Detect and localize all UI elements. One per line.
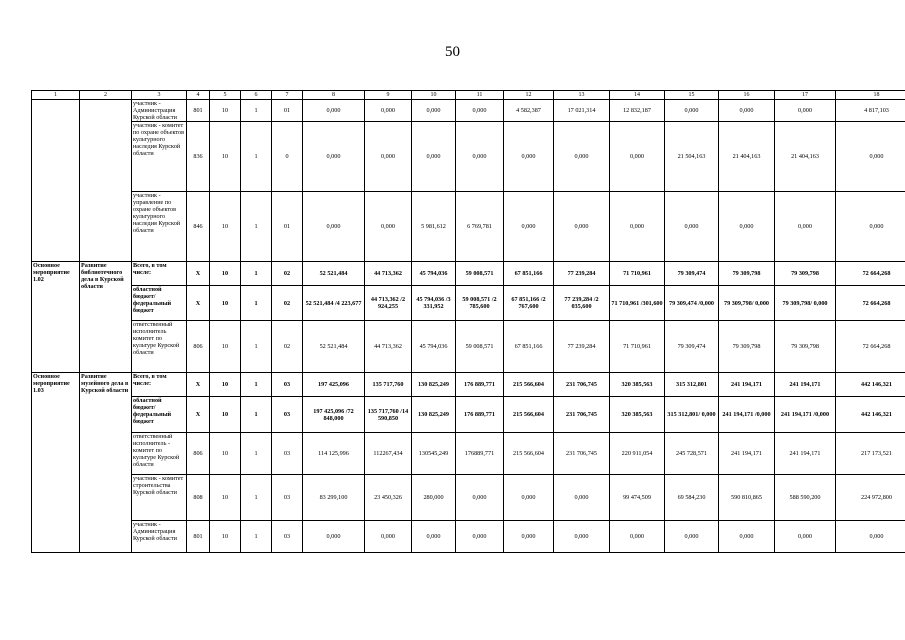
value-cell: 0,000 xyxy=(412,122,456,192)
table-row xyxy=(32,397,905,433)
value-cell: 0,000 xyxy=(365,521,412,553)
participant-cell: участник - комитет строительства Курской области xyxy=(132,475,187,521)
value-cell: 0,000 xyxy=(303,122,365,192)
value-cell: 130545,249 xyxy=(412,433,456,475)
item-cell: 03 xyxy=(272,373,303,397)
value-cell: 21 504,163 xyxy=(665,122,719,192)
participant-cell: участник - комитет по охране объектов культурного наследия Курской области xyxy=(132,122,187,192)
code-cell: 806 xyxy=(187,433,210,475)
value-cell: 0,000 xyxy=(365,122,412,192)
value-cell: 135 717,760 xyxy=(365,373,412,397)
value-cell: 67 851,166 xyxy=(504,262,554,286)
section-cell: 10 xyxy=(210,397,241,433)
value-cell: 77 239,284 xyxy=(554,262,610,286)
value-cell: 79 309,798 xyxy=(719,262,775,286)
value-cell: 0,000 xyxy=(365,192,412,262)
participant-cell: Всего, в том числе: xyxy=(132,262,187,286)
event-cell: Основное мероприятие 1.03 xyxy=(32,373,80,553)
value-cell: 0,000 xyxy=(665,100,719,122)
value-cell: 79 309,474 /0,000 xyxy=(665,286,719,321)
value-cell: 241 194,171 xyxy=(775,433,836,475)
value-cell: 176 889,771 xyxy=(456,397,504,433)
event-name-cell: Развитие музейного дела в Курской области xyxy=(80,373,132,553)
value-cell: 44 713,362 xyxy=(365,262,412,286)
event-cell xyxy=(32,100,80,262)
value-cell: 0,000 xyxy=(554,521,610,553)
section-cell: 10 xyxy=(210,433,241,475)
participant-cell: участник - управление по охране объектов культурного наследия Курской области xyxy=(132,192,187,262)
value-cell: 71 710,961 xyxy=(610,262,665,286)
participant-cell: ответственный исполнитель - комитет по культуре Курской области xyxy=(132,433,187,475)
table-row xyxy=(32,192,905,262)
table-row xyxy=(32,100,905,122)
value-cell: 69 584,230 xyxy=(665,475,719,521)
page-number: 50 xyxy=(445,44,460,60)
value-cell: 0,000 xyxy=(665,192,719,262)
column-header-18: 18 xyxy=(836,91,905,100)
value-cell: 45 794,036 /3 331,952 xyxy=(412,286,456,321)
value-cell: 44 713,362 /2 924,255 xyxy=(365,286,412,321)
value-cell: 79 309,798 xyxy=(775,321,836,373)
value-cell: 59 008,571 xyxy=(456,262,504,286)
value-cell: 220 911,054 xyxy=(610,433,665,475)
value-cell: 72 664,268 xyxy=(836,262,905,286)
value-cell: 0,000 xyxy=(412,100,456,122)
section-cell: 10 xyxy=(210,521,241,553)
value-cell: 79 309,798 xyxy=(775,262,836,286)
code-cell: 801 xyxy=(187,100,210,122)
column-header-8: 8 xyxy=(303,91,365,100)
value-cell: 0,000 xyxy=(554,475,610,521)
participant-cell: областной бюджет/ федеральный бюджет xyxy=(132,397,187,433)
section-cell: 10 xyxy=(210,475,241,521)
value-cell: 0,000 xyxy=(610,122,665,192)
value-cell: 0,000 xyxy=(554,122,610,192)
value-cell: 77 239,284 xyxy=(554,321,610,373)
column-header-7: 7 xyxy=(272,91,303,100)
value-cell: 4 582,387 xyxy=(504,100,554,122)
value-cell: 0,000 xyxy=(303,192,365,262)
value-cell: 215 566,604 xyxy=(504,433,554,475)
item-cell: 0 xyxy=(272,122,303,192)
value-cell: 0,000 xyxy=(836,122,905,192)
section-cell: 10 xyxy=(210,122,241,192)
value-cell: 0,000 xyxy=(775,521,836,553)
column-header-11: 11 xyxy=(456,91,504,100)
value-cell: 176 889,771 xyxy=(456,373,504,397)
value-cell: 320 385,563 xyxy=(610,397,665,433)
subsection-cell: 1 xyxy=(241,373,272,397)
value-cell: 130 825,249 xyxy=(412,397,456,433)
item-cell: 02 xyxy=(272,262,303,286)
item-cell: 03 xyxy=(272,397,303,433)
column-header-3: 3 xyxy=(132,91,187,100)
code-cell: X xyxy=(187,286,210,321)
value-cell: 45 794,036 xyxy=(412,321,456,373)
value-cell: 0,000 xyxy=(456,100,504,122)
code-cell: X xyxy=(187,373,210,397)
subsection-cell: 1 xyxy=(241,521,272,553)
code-cell: 801 xyxy=(187,521,210,553)
value-cell: 44 713,362 xyxy=(365,321,412,373)
subsection-cell: 1 xyxy=(241,122,272,192)
section-cell: 10 xyxy=(210,321,241,373)
value-cell: 0,000 xyxy=(456,475,504,521)
value-cell: 45 794,036 xyxy=(412,262,456,286)
value-cell: 4 817,103 xyxy=(836,100,905,122)
value-cell: 67 851,166 /2 767,600 xyxy=(504,286,554,321)
column-header-2: 2 xyxy=(80,91,132,100)
value-cell: 59 008,571 /2 785,600 xyxy=(456,286,504,321)
participant-cell: Всего, в том числе: xyxy=(132,373,187,397)
table-row xyxy=(32,373,905,397)
table-row xyxy=(32,286,905,321)
column-header-1: 1 xyxy=(32,91,80,100)
section-cell: 10 xyxy=(210,262,241,286)
participant-cell: участник - Администрация Курской области xyxy=(132,100,187,122)
value-cell: 71 710,961 /301,600 xyxy=(610,286,665,321)
value-cell: 241 194,171 xyxy=(719,373,775,397)
subsection-cell: 1 xyxy=(241,192,272,262)
value-cell: 72 664,268 xyxy=(836,286,905,321)
column-header-16: 16 xyxy=(719,91,775,100)
value-cell: 5 981,612 xyxy=(412,192,456,262)
value-cell: 112267,434 xyxy=(365,433,412,475)
value-cell: 99 474,509 xyxy=(610,475,665,521)
column-header-13: 13 xyxy=(554,91,610,100)
value-cell: 79 309,474 xyxy=(665,262,719,286)
budget-table xyxy=(31,90,905,553)
value-cell: 0,000 xyxy=(665,521,719,553)
value-cell: 21 404,163 xyxy=(775,122,836,192)
column-header-6: 6 xyxy=(241,91,272,100)
value-cell: 0,000 xyxy=(775,192,836,262)
value-cell: 245 728,571 xyxy=(665,433,719,475)
code-cell: X xyxy=(187,397,210,433)
value-cell: 79 309,798 xyxy=(719,321,775,373)
value-cell: 83 299,100 xyxy=(303,475,365,521)
value-cell: 176889,771 xyxy=(456,433,504,475)
column-header-14: 14 xyxy=(610,91,665,100)
column-header-10: 10 xyxy=(412,91,456,100)
value-cell: 197 425,096 xyxy=(303,373,365,397)
code-cell: 808 xyxy=(187,475,210,521)
value-cell: 280,000 xyxy=(412,475,456,521)
table-row xyxy=(32,433,905,475)
item-cell: 03 xyxy=(272,475,303,521)
value-cell: 315 312,801/ 0,000 xyxy=(665,397,719,433)
value-cell: 0,000 xyxy=(719,192,775,262)
value-cell: 0,000 xyxy=(303,100,365,122)
value-cell: 0,000 xyxy=(610,192,665,262)
event-name-cell: Развитие библиотечного дела в Курской области xyxy=(80,262,132,373)
value-cell: 0,000 xyxy=(554,192,610,262)
value-cell: 0,000 xyxy=(456,521,504,553)
event-cell: Основное мероприятие 1.02 xyxy=(32,262,80,373)
value-cell: 320 385,563 xyxy=(610,373,665,397)
subsection-cell: 1 xyxy=(241,262,272,286)
value-cell: 217 173,521 xyxy=(836,433,905,475)
budget-table-container xyxy=(31,90,892,553)
value-cell: 241 194,171 xyxy=(719,433,775,475)
value-cell: 0,000 xyxy=(836,521,905,553)
value-cell: 71 710,961 xyxy=(610,321,665,373)
value-cell: 588 590,200 xyxy=(775,475,836,521)
value-cell: 17 021,314 xyxy=(554,100,610,122)
subsection-cell: 1 xyxy=(241,397,272,433)
value-cell: 224 972,800 xyxy=(836,475,905,521)
column-header-17: 17 xyxy=(775,91,836,100)
table-row xyxy=(32,521,905,553)
value-cell: 0,000 xyxy=(719,100,775,122)
column-header-12: 12 xyxy=(504,91,554,100)
item-cell: 03 xyxy=(272,433,303,475)
value-cell: 79 309,798/ 0,000 xyxy=(719,286,775,321)
value-cell: 23 450,326 xyxy=(365,475,412,521)
value-cell: 0,000 xyxy=(504,192,554,262)
value-cell: 6 769,781 xyxy=(456,192,504,262)
value-cell: 0,000 xyxy=(504,475,554,521)
subsection-cell: 1 xyxy=(241,286,272,321)
column-header-15: 15 xyxy=(665,91,719,100)
value-cell: 21 404,163 xyxy=(719,122,775,192)
value-cell: 215 566,604 xyxy=(504,397,554,433)
value-cell: 215 566,604 xyxy=(504,373,554,397)
value-cell: 0,000 xyxy=(412,521,456,553)
item-cell: 01 xyxy=(272,192,303,262)
value-cell: 52 521,484 /4 223,677 xyxy=(303,286,365,321)
participant-cell: участник - Администрация Курской области xyxy=(132,521,187,553)
value-cell: 0,000 xyxy=(836,192,905,262)
subsection-cell: 1 xyxy=(241,321,272,373)
table-row xyxy=(32,475,905,521)
value-cell: 231 706,745 xyxy=(554,373,610,397)
section-cell: 10 xyxy=(210,373,241,397)
value-cell: 231 706,745 xyxy=(554,397,610,433)
item-cell: 03 xyxy=(272,521,303,553)
section-cell: 10 xyxy=(210,286,241,321)
value-cell: 0,000 xyxy=(719,521,775,553)
subsection-cell: 1 xyxy=(241,433,272,475)
value-cell: 0,000 xyxy=(504,521,554,553)
participant-cell: ответственный исполнитель комитет по культуре Курской области xyxy=(132,321,187,373)
header-row xyxy=(32,91,905,100)
value-cell: 197 425,096 /72 848,000 xyxy=(303,397,365,433)
section-cell: 10 xyxy=(210,192,241,262)
value-cell: 231 706,745 xyxy=(554,433,610,475)
value-cell: 72 664,268 xyxy=(836,321,905,373)
table-row xyxy=(32,122,905,192)
event-name-cell xyxy=(80,100,132,262)
item-cell: 02 xyxy=(272,321,303,373)
value-cell: 67 851,166 xyxy=(504,321,554,373)
subsection-cell: 1 xyxy=(241,475,272,521)
section-cell: 10 xyxy=(210,100,241,122)
value-cell: 0,000 xyxy=(456,122,504,192)
value-cell: 241 194,171 /0,000 xyxy=(719,397,775,433)
item-cell: 01 xyxy=(272,100,303,122)
value-cell: 0,000 xyxy=(504,122,554,192)
value-cell: 130 825,249 xyxy=(412,373,456,397)
table-row xyxy=(32,262,905,286)
code-cell: 836 xyxy=(187,122,210,192)
subsection-cell: 1 xyxy=(241,100,272,122)
value-cell: 12 832,187 xyxy=(610,100,665,122)
value-cell: 442 146,321 xyxy=(836,397,905,433)
value-cell: 0,000 xyxy=(775,100,836,122)
value-cell: 590 810,865 xyxy=(719,475,775,521)
value-cell: 442 146,321 xyxy=(836,373,905,397)
column-header-5: 5 xyxy=(210,91,241,100)
participant-cell: областной бюджет/ федеральный бюджет xyxy=(132,286,187,321)
code-cell: X xyxy=(187,262,210,286)
value-cell: 52 521,484 xyxy=(303,262,365,286)
code-cell: 806 xyxy=(187,321,210,373)
value-cell: 315 312,801 xyxy=(665,373,719,397)
value-cell: 241 194,171 /0,000 xyxy=(775,397,836,433)
value-cell: 59 008,571 xyxy=(456,321,504,373)
column-header-4: 4 xyxy=(187,91,210,100)
code-cell: 846 xyxy=(187,192,210,262)
table-row xyxy=(32,321,905,373)
value-cell: 0,000 xyxy=(303,521,365,553)
value-cell: 114 125,996 xyxy=(303,433,365,475)
value-cell: 0,000 xyxy=(365,100,412,122)
value-cell: 135 717,760 /14 590,850 xyxy=(365,397,412,433)
value-cell: 241 194,171 xyxy=(775,373,836,397)
value-cell: 52 521,484 xyxy=(303,321,365,373)
item-cell: 02 xyxy=(272,286,303,321)
value-cell: 0,000 xyxy=(610,521,665,553)
column-header-9: 9 xyxy=(365,91,412,100)
value-cell: 79 309,474 xyxy=(665,321,719,373)
value-cell: 77 239,284 /2 035,600 xyxy=(554,286,610,321)
value-cell: 79 309,798/ 0,000 xyxy=(775,286,836,321)
